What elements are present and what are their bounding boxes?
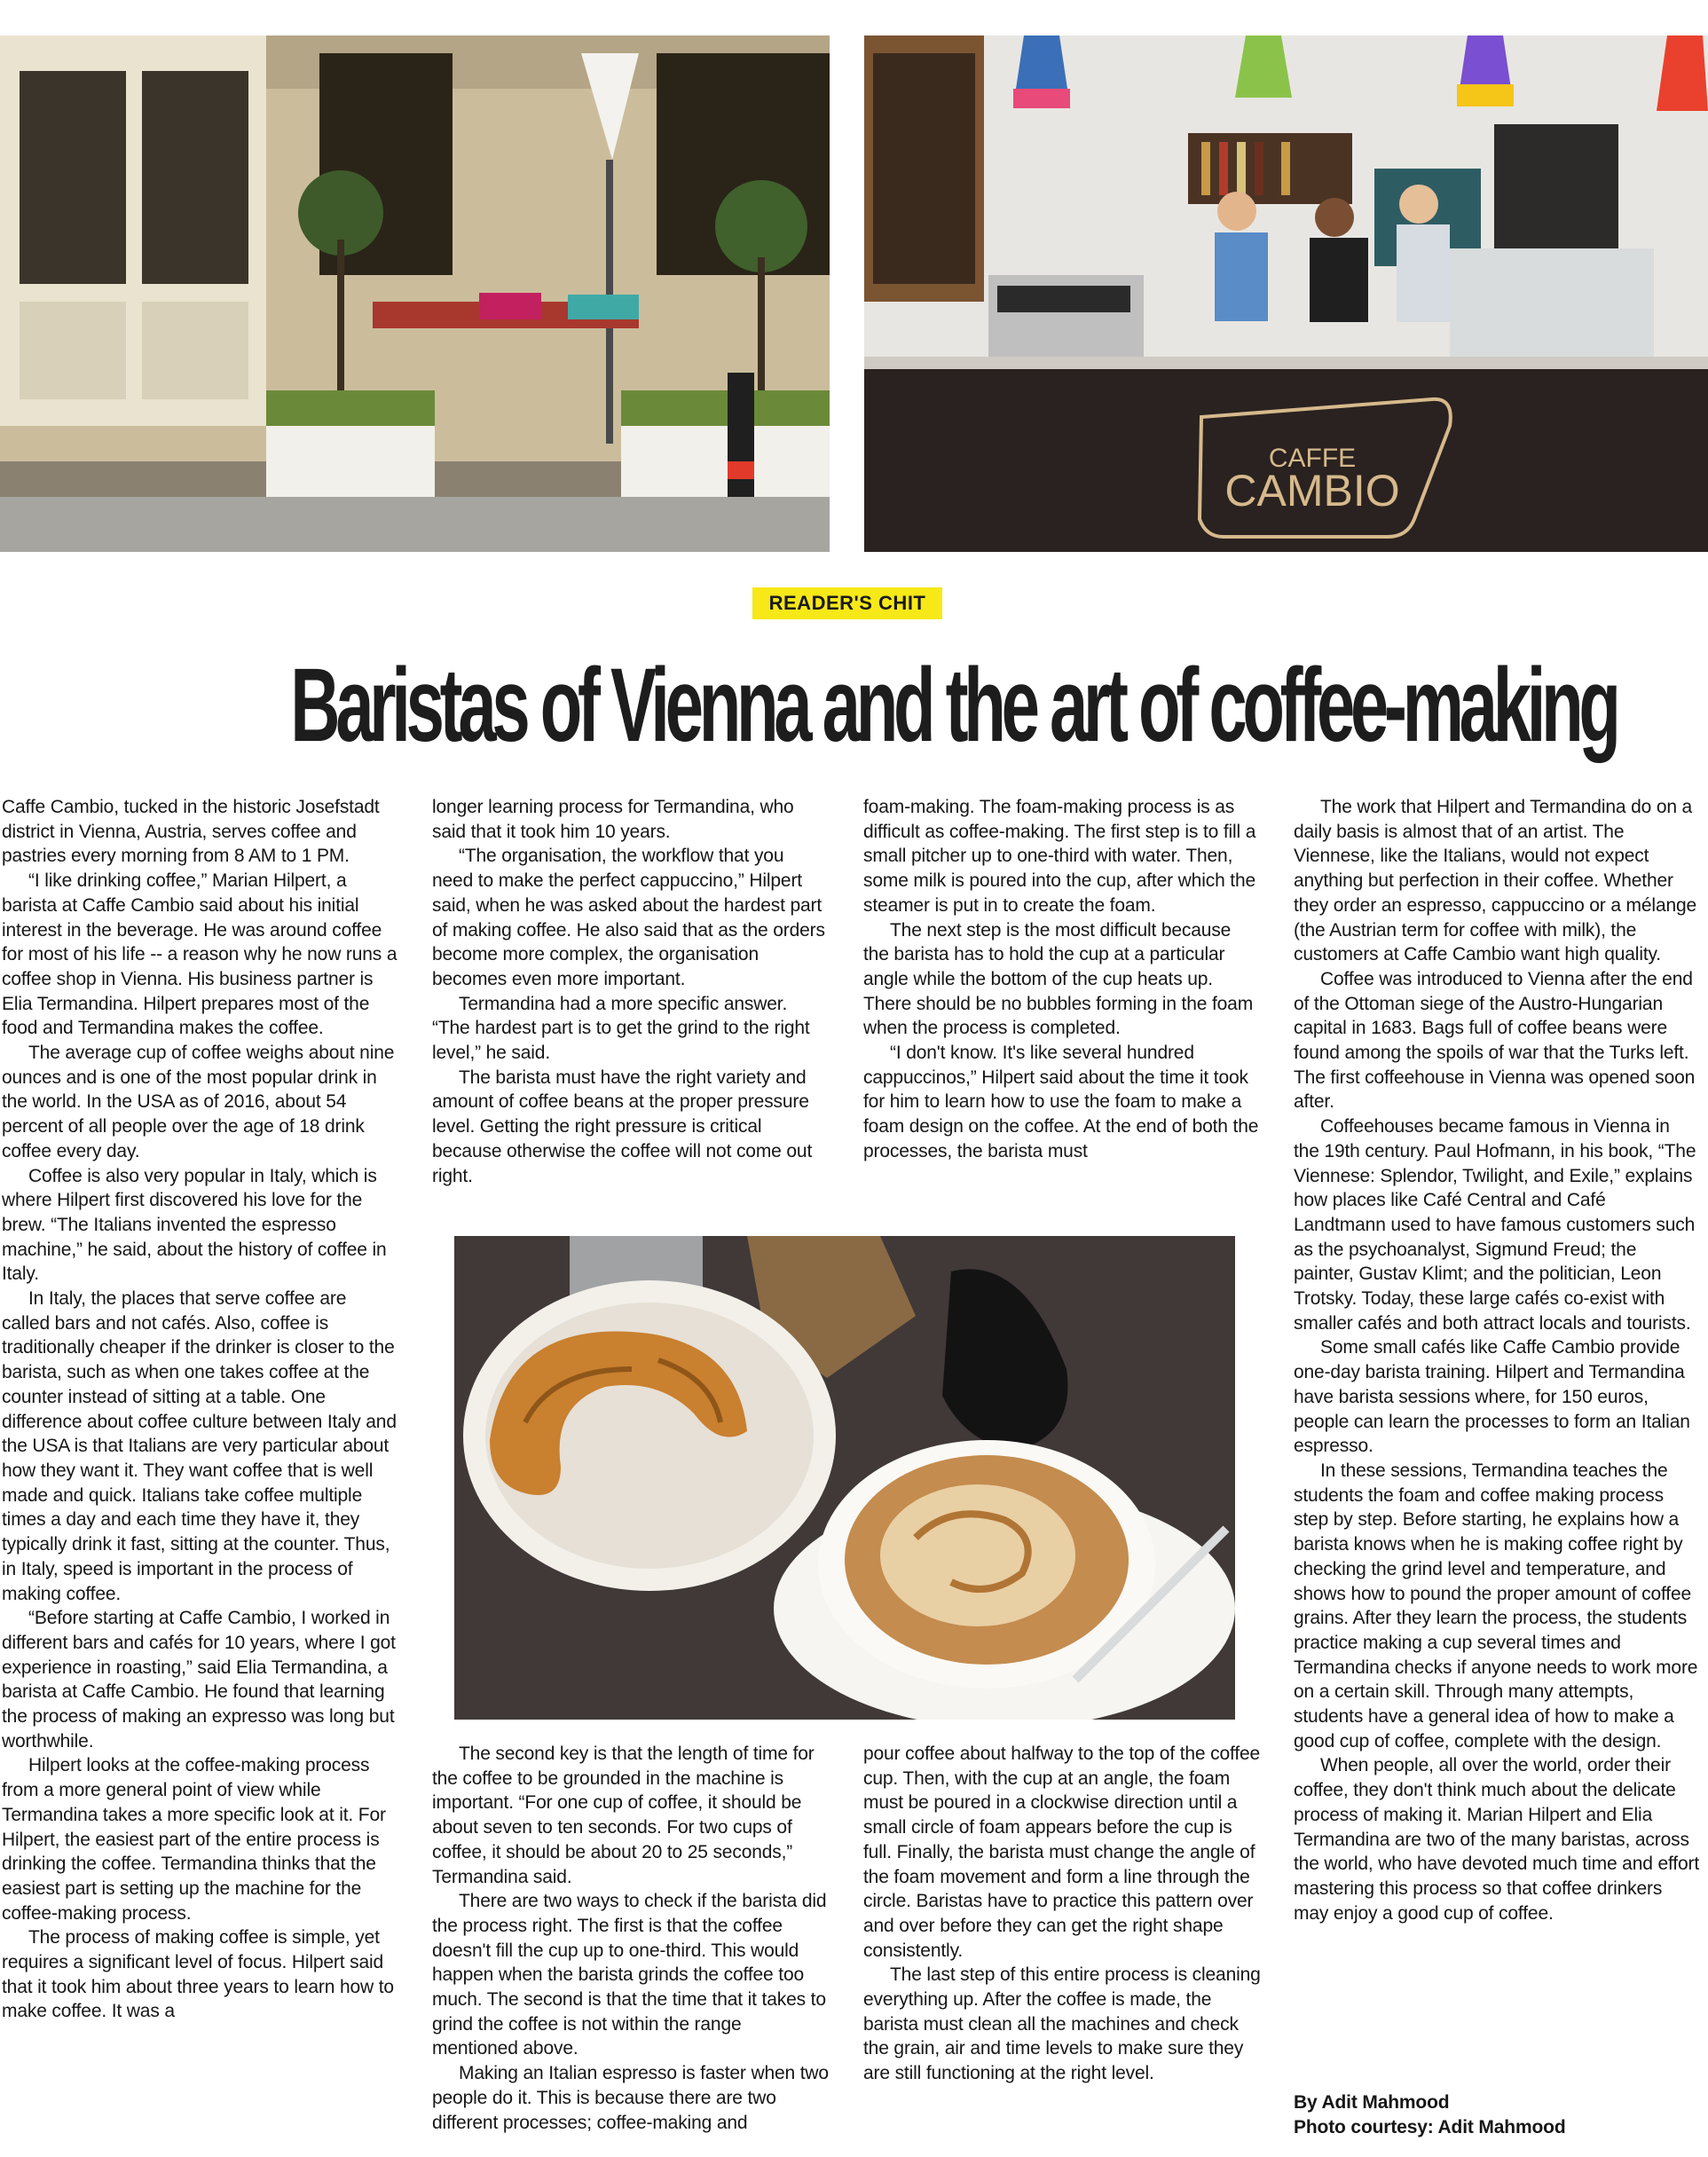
paragraph: longer learning process for Termandina, who said that it took him 10 years. [432, 797, 794, 842]
paragraph: “Before starting at Caffe Cambio, I worked in different bars and cafés for 10 years, where I got experience in roasting,” said Elia Termandina, a barista at Caffe Cambio. He found that learning the process of making an expresso was long but worthwhile. [2, 1608, 396, 1752]
sign-cambio-text: CAMBIO [1224, 466, 1400, 516]
paragraph: Hilpert looks at the coffee-making process from a more general point of view while Termandina takes a more specific look at it. For Hilpert, the easiest part of the entire process is drinking the coffee. Termandina thinks that the easiest part is setting up the machine for the coffee-making process. [2, 1755, 386, 1924]
paragraph: Making an Italian espresso is faster when two people do it. This is because there are two different processes; coffee-making and [432, 2063, 829, 2133]
paragraph: Coffee was introduced to Vienna after the end of the Ottoman siege of the Austro-Hungarian capital in 1683. Bags full of coffee beans were found among the spoils of war that the Turks left. The first coffeehouse in Vienna was opened soon after. [1294, 968, 1696, 1113]
article-column-4 [1294, 795, 1700, 1925]
paragraph: There are two ways to check if the barista did the process right. The first is that the coffee doesn't fill the cup up to one-third. This would happen when the barista grinds the coffee too much. The second is that the time that it takes to grind the coffee is not within the range mentioned above. [432, 1891, 827, 2059]
article-headline: Baristas of Vienna and the art of coffee-making [290, 647, 1617, 764]
article-column-3-bottom [863, 1742, 1261, 2086]
cafe-interior-photo [864, 35, 1708, 552]
paragraph: The work that Hilpert and Termandina do on a daily basis is almost that of an artist. The Viennese, like the Italians, would not expect anything but perfection in their coffee. Whether they order an espresso, cappuccino or a mélange (the Austrian term for coffee with milk), the customers at Caffe Cambio want high quality. [1294, 797, 1697, 965]
paragraph: The second key is that the length of time for the coffee to be grounded in the machine is important. “For one cup of coffee, it should be about seven to ten seconds. For two cups of coffee, it should be about 20 to 25 seconds,” Termandina said. [432, 1744, 815, 1887]
paragraph: The barista must have the right variety and amount of coffee beans at the proper pressure level. Getting the right pressure is critical because otherwise the coffee will not come out right. [432, 1067, 813, 1186]
paragraph: The average cup of coffee weighs about nine ounces and is one of the most popular drink in the world. In the USA as of 2016, about 54 percent of all people over the age of 18 drink coffee every day. [2, 1043, 395, 1161]
article-column-2-top [432, 795, 830, 1188]
paragraph: Termandina had a more specific answer. “The hardest part is to get the grind to the right level,” he said. [432, 993, 810, 1064]
croissant-cappuccino-photo [454, 1236, 1235, 1720]
paragraph: When people, all over the world, order their coffee, they don't think much about the delicate process of making it. Marian Hilpert and Elia Termandina are two of the many baristas, across the world, who have devoted much time and effort mastering this process so that coffee drinkers may enjoy a good cup of coffee. [1294, 1755, 1700, 1924]
paragraph: Coffeehouses became famous in Vienna in the 19th century. Paul Hofmann, in his book, “The Viennese: Splendor, Twilight, and Exile,” explains how places like Café Central and Café Landtmann used to have famous customers such as the psychoanalyst, Sigmund Freud; the painter, Gustav Klimt; and the politician, Leon Trotsky. Today, these large cafés co-exist with smaller cafés and both attract locals and tourists. [1294, 1116, 1696, 1334]
paragraph: Caffe Cambio, tucked in the historic Josefstadt district in Vienna, Austria, serves coffee and pastries every morning from 8 AM to 1 PM. [2, 797, 380, 867]
cafe-exterior-photo [0, 35, 830, 552]
sign-caffe-text: CAFFE [1268, 444, 1357, 473]
paragraph: pour coffee about halfway to the top of the coffee cup. Then, with the cup at an angle, the foam must be poured in a clockwise direction until a small circle of foam appears before the cup is full. Finally, the barista must change the angle of the foam movement and form a line through the circle. Baristas have to practice this pattern over and over before they can get the right shape consistently. [863, 1744, 1261, 1961]
paragraph: foam-making. The foam-making process is as difficult as coffee-making. The first step is to fill a small pitcher up to one-third with water. Then, some milk is poured into the cup, after which the steamer is put in to create the foam. [863, 797, 1256, 916]
article-column-1 [2, 795, 397, 2024]
byline-block [1294, 2090, 1700, 2139]
paragraph: The process of making coffee is simple, yet requires a significant level of focus. Hilpert said that it took him about three years to learn how to make coffee. It was a [2, 1927, 394, 2022]
paragraph: “I don't know. It's like several hundred cappuccinos,” Hilpert said about the time it took for him to learn how to use the foam to make a foam design on the coffee. At the end of both the processes, the barista must [863, 1043, 1259, 1161]
paragraph: In Italy, the places that serve coffee are called bars and not cafés. Also, coffee is traditionally cheaper if the drinker is closer to the barista, such as when one takes coffee at the counter instead of sitting at a table. One difference about coffee culture between Italy and the USA is that Italians are very particular about how they want it. They want coffee that is well made and quick. Italians take coffee multiple times a day and each time they have it, they typically drink it fast, sitting at the counter. Thus, in Italy, speed is important in the process of making coffee. [2, 1288, 397, 1604]
byline: By Adit Mahmood [1294, 2092, 1450, 2113]
paragraph: “The organisation, the workflow that you need to make the perfect cappuccino,” Hilpert said, when he was asked about the hardest part of making coffee. He also said that as the orders become more complex, the organisation becomes even more important. [432, 846, 825, 989]
paragraph: In these sessions, Termandina teaches the students the foam and coffee making process step by step. Before starting, he explains how a barista knows when he is making coffee right by checking the grind level and temperature, and shows how to pound the proper amount of coffee grains. After they learn the process, the students practice making a cup several times and Termandina checks if anyone needs to work more on a certain skill. Through many attempts, students have a general idea of how to make a good cup of coffee, complete with the design. [1294, 1460, 1698, 1752]
article-column-3-top [863, 795, 1261, 1164]
article-column-2-bottom [432, 1742, 830, 2135]
paragraph: “I like drinking coffee,” Marian Hilpert, a barista at Caffe Cambio said about his initial interest in the beverage. He was around coffee for most of his life -- a reason why he now runs a coffee shop in Vienna. His business partner is Elia Termandina. Hilpert prepares most of the food and Termandina makes the coffee. [2, 870, 397, 1039]
paragraph: The last step of this entire process is cleaning everything up. After the coffee is made, the barista must clean all the machines and check the grain, air and time levels to make sure they are still functioning at the right level. [863, 1964, 1261, 2084]
photo-credit: Photo courtesy: Adit Mahmood [1294, 2116, 1566, 2137]
paragraph: Coffee is also very popular in Italy, which is where Hilpert first discovered his love for the brew. “The Italians invented the espresso machine,” he said, about the history of coffee in Italy. [2, 1165, 387, 1285]
paragraph: Some small cafés like Caffe Cambio provide one-day barista training. Hilpert and Termandina have barista sessions where, for 150 euros, people can learn the processes to form an Italian espresso. [1294, 1337, 1690, 1457]
section-kicker: READER'S CHIT [752, 587, 942, 619]
paragraph: The next step is the most difficult because the barista has to hold the cup at a particular angle while the bottom of the cup heats up. There should be no bubbles forming in the foam when the process is completed. [863, 919, 1254, 1039]
